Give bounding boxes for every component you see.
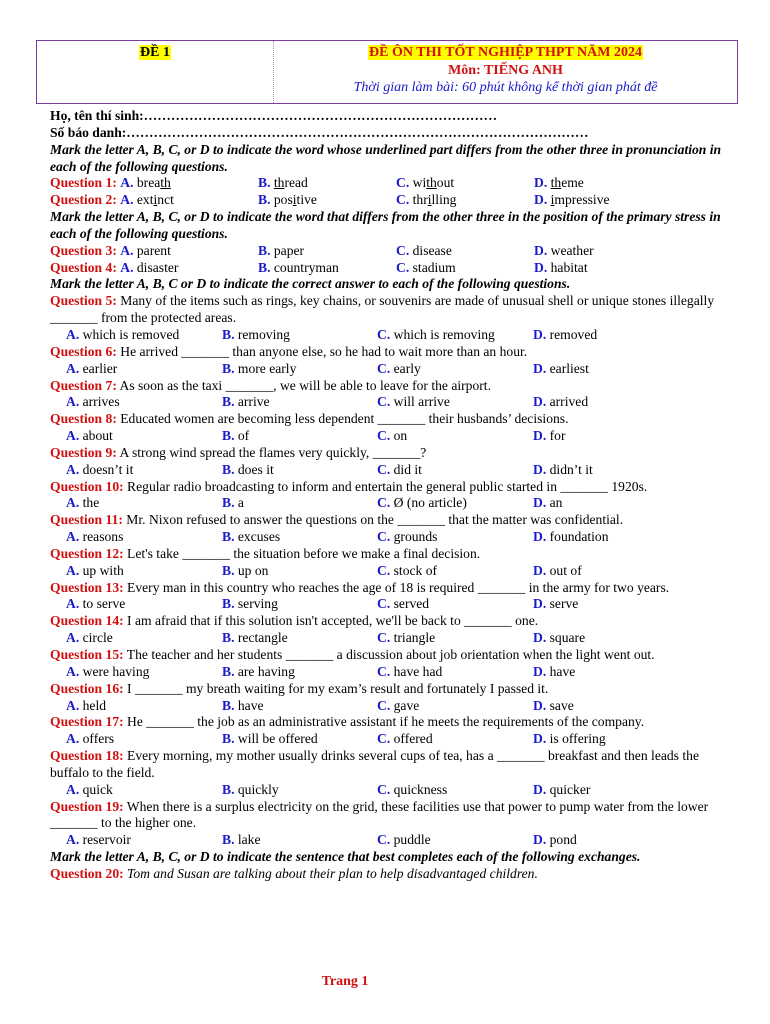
option-text: puddle	[393, 832, 431, 848]
question-text: Many of the items such as rings, key chains, or souvenirs are made of unusual shell or unique	[120, 293, 629, 309]
option-letter: A.	[66, 697, 80, 713]
option-text: quick	[82, 781, 113, 797]
question-stem	[50, 445, 730, 462]
question-3: Question 3: A. parent B. paper C. disease D. weather	[50, 242, 594, 258]
question-label: Question 10:	[50, 478, 124, 494]
question-label: Question 12:	[50, 545, 124, 561]
option-letter: D.	[533, 832, 547, 848]
option-text: arrived	[549, 394, 589, 410]
option-letter: B.	[222, 731, 235, 747]
question-1: Question 1: A. breath B. thread C. without D. theme	[50, 175, 584, 191]
exam-header	[36, 40, 738, 104]
page-number: Trang 1	[321, 974, 369, 989]
option-letter: B.	[222, 596, 235, 612]
option-letter: A.	[66, 394, 80, 410]
question-stem	[50, 479, 730, 496]
option-d	[533, 327, 597, 344]
option-letter: B.	[222, 562, 235, 578]
answer-options	[50, 630, 730, 647]
option-text: more early	[237, 360, 297, 376]
answer-options	[50, 394, 730, 411]
option-b	[222, 394, 377, 411]
student-id-line: Số báo danh:…………………………………………………………………………………………	[50, 124, 589, 140]
option-text: does it	[237, 461, 274, 477]
question-text-continued: stones illegally _______ from the protected areas.	[50, 293, 715, 326]
option-b	[222, 563, 377, 580]
option-c	[377, 664, 533, 681]
question-stem	[50, 580, 730, 597]
option-a	[66, 495, 222, 512]
question-item	[50, 344, 730, 378]
option-c	[377, 596, 533, 613]
option-letter: D.	[533, 731, 547, 747]
option-text: gave	[393, 697, 420, 713]
option-d	[533, 596, 578, 613]
option-d	[533, 563, 582, 580]
answer-options	[50, 698, 730, 715]
option-d	[533, 664, 575, 681]
option-b	[222, 630, 377, 647]
option-text: excuses	[237, 529, 281, 545]
option-d	[533, 630, 585, 647]
question-text: Tom and Susan are talking about their plan to help disadvantaged children.	[127, 865, 538, 881]
option-letter: A.	[66, 428, 80, 444]
option-c	[377, 782, 533, 799]
answer-options	[50, 327, 730, 344]
option-letter: C.	[377, 461, 391, 477]
option-text: lake	[237, 832, 261, 848]
option-letter: C.	[377, 697, 391, 713]
question-stem	[50, 681, 730, 698]
option-letter: B.	[222, 326, 235, 342]
option-c	[377, 832, 533, 849]
option-text: circle	[82, 630, 113, 646]
question-4: Question 4: A. disaster B. countryman C. stadium D. habitat	[50, 259, 588, 275]
option-letter: D.	[533, 529, 547, 545]
option-a	[66, 664, 222, 681]
question-label: Question 13:	[50, 579, 124, 595]
option-letter: A.	[66, 731, 80, 747]
option-b	[222, 529, 377, 546]
option-text: held	[82, 697, 107, 713]
option-c	[377, 529, 533, 546]
option-text: square	[549, 630, 586, 646]
option-d	[533, 731, 606, 748]
option-letter: C.	[377, 495, 391, 511]
option-text: reservoir	[82, 832, 131, 848]
question-stem	[50, 714, 730, 731]
question-stem	[50, 293, 730, 327]
option-letter: D.	[533, 630, 547, 646]
question-text: I am afraid that if this solution isn't accepted, we'll be back to _______ one.	[127, 613, 539, 629]
question-text: Every man in this country who reaches the age of 18 is required _______ in the army for two	[127, 579, 634, 595]
option-text: removed	[549, 326, 598, 342]
question-item	[50, 580, 730, 614]
option-c	[377, 630, 533, 647]
question-label: Question 5:	[50, 293, 117, 309]
answer-options	[50, 731, 730, 748]
option-text: were having	[82, 663, 150, 679]
option-c	[377, 462, 533, 479]
option-b	[222, 698, 377, 715]
question-item	[50, 681, 730, 715]
question-stem	[50, 344, 730, 361]
option-text: quickness	[393, 781, 448, 797]
option-text: to serve	[82, 596, 126, 612]
option-letter: A.	[66, 832, 80, 848]
question-label: Question 14:	[50, 613, 124, 629]
option-text: is offering	[549, 731, 606, 747]
option-letter: D.	[533, 394, 547, 410]
question-text: When there is a surplus electricity on the grid, these facilities use that power to pump water	[126, 798, 624, 814]
option-letter: C.	[377, 326, 391, 342]
option-text: have	[237, 697, 264, 713]
option-letter: B.	[222, 394, 235, 410]
student-name-line: Họ, tên thí sinh:……………………………………………………………………	[50, 108, 498, 123]
option-text: have had	[393, 663, 443, 679]
question-text-continued: from the lower _______ to the higher one.	[50, 798, 709, 831]
option-b	[222, 495, 377, 512]
question-label: Question 7:	[50, 377, 117, 393]
option-d	[533, 529, 609, 546]
option-text: removing	[237, 326, 290, 342]
option-c	[377, 731, 533, 748]
question-item	[50, 748, 730, 799]
question-label: Question 19:	[50, 798, 124, 814]
question-text-continued: years.	[637, 579, 670, 595]
question-stem	[50, 647, 730, 664]
option-letter: C.	[377, 394, 391, 410]
question-label: Question 20:	[50, 865, 124, 881]
option-a	[66, 327, 222, 344]
question-label: Question 2:	[50, 192, 117, 208]
question-item	[50, 647, 730, 681]
option-b	[222, 731, 377, 748]
option-text: will be offered	[237, 731, 318, 747]
question-item	[50, 613, 730, 647]
question-text-continued: out.	[633, 647, 655, 662]
option-text: serve	[549, 596, 579, 612]
option-text: offers	[82, 731, 115, 747]
option-text: grounds	[393, 529, 438, 545]
option-text: for	[549, 428, 566, 444]
option-text: which is removed	[82, 326, 180, 342]
option-text: foundation	[549, 529, 609, 545]
answer-options	[50, 664, 730, 681]
question-label: Question 6:	[50, 343, 117, 359]
instruction-pronunciation: Mark the letter A, B, C, or D to indicate the word whose underlined part differs from the other three in pronunciation in each of the following questions.	[50, 141, 722, 174]
option-letter: B.	[222, 495, 235, 511]
instruction-exchange: Mark the letter A, B, C, or D to indicate the sentence that best completes each of the following exchanges.	[50, 849, 641, 865]
option-d	[533, 495, 562, 512]
option-letter: D.	[533, 781, 547, 797]
option-text: are having	[237, 663, 295, 679]
question-text-continued: then leads the buffalo to the field.	[50, 748, 699, 780]
option-a	[66, 529, 222, 546]
option-d	[533, 698, 574, 715]
option-text: save	[549, 697, 574, 713]
instruction-grammar: Mark the letter A, B, C or D to indicate the correct answer to each of the following questions.	[50, 276, 571, 292]
question-stem	[50, 512, 730, 529]
question-text: Educated women are becoming less dependent _______ their husbands’ decisions.	[120, 411, 569, 427]
option-a	[66, 630, 222, 647]
option-text: didn’t it	[549, 461, 593, 477]
question-item	[50, 714, 730, 748]
option-d	[533, 832, 577, 849]
option-text: pond	[549, 832, 577, 848]
option-text: early	[393, 360, 421, 376]
question-label: Question 11:	[50, 512, 123, 528]
option-a	[66, 462, 222, 479]
question-stem	[50, 411, 730, 428]
option-text: on	[393, 428, 408, 444]
option-d	[533, 462, 593, 479]
exam-subject: Môn: TIẾNG ANH	[448, 63, 563, 78]
option-letter: D.	[533, 596, 547, 612]
exam-title-cell	[274, 41, 737, 103]
option-text: will arrive	[393, 394, 450, 410]
option-letter: C.	[377, 360, 391, 376]
option-letter: C.	[377, 663, 391, 679]
answer-options	[50, 563, 730, 580]
answer-options	[50, 462, 730, 479]
option-text: earliest	[549, 360, 589, 376]
option-text: Ø (no article)	[393, 495, 467, 511]
option-letter: D.	[533, 562, 547, 578]
question-label: Question 4:	[50, 259, 117, 275]
option-letter: A.	[66, 630, 80, 646]
option-b	[222, 327, 377, 344]
option-letter: D.	[533, 697, 547, 713]
question-stem	[50, 748, 730, 782]
option-b	[222, 596, 377, 613]
option-d	[533, 428, 565, 445]
option-text: up with	[82, 562, 124, 578]
option-a	[66, 596, 222, 613]
option-letter: A.	[66, 663, 80, 679]
question-text: As soon as the taxi _______, we will be able to leave for the airport.	[119, 377, 491, 393]
question-item	[50, 479, 730, 513]
question-label: Question 15:	[50, 647, 124, 662]
answer-options	[50, 596, 730, 613]
option-text: have	[549, 663, 576, 679]
option-a	[66, 563, 222, 580]
option-text: triangle	[393, 630, 436, 646]
question-label: Question 8:	[50, 411, 117, 427]
exam-time: Thời gian làm bài: 60 phút không kể thời gian phát đề	[353, 80, 658, 95]
option-b	[222, 428, 377, 445]
option-text: which is removing	[393, 326, 495, 342]
option-letter: D.	[533, 461, 547, 477]
question-list	[50, 293, 730, 849]
option-letter: A.	[66, 495, 80, 511]
option-letter: C.	[377, 781, 391, 797]
question-item	[50, 411, 730, 445]
option-a	[66, 698, 222, 715]
option-letter: B.	[222, 663, 235, 679]
option-letter: D.	[533, 495, 547, 511]
option-text: doesn’t it	[82, 461, 134, 477]
option-letter: B.	[222, 781, 235, 797]
option-letter: C.	[377, 832, 391, 848]
option-text: quickly	[237, 781, 279, 797]
question-stem	[50, 378, 730, 395]
question-label: Question 18:	[50, 748, 124, 764]
option-b	[222, 361, 377, 378]
exam-code-cell	[37, 41, 274, 103]
exam-code: ĐỀ 1	[140, 45, 170, 60]
option-b	[222, 782, 377, 799]
option-text: serving	[237, 596, 278, 612]
option-d	[533, 361, 589, 378]
option-text: earlier	[82, 360, 118, 376]
option-letter: B.	[222, 360, 235, 376]
question-item	[50, 799, 730, 850]
question-item	[50, 546, 730, 580]
question-text: He _______ the job as an administrative assistant if he meets the requirements of the	[127, 714, 589, 730]
option-letter: A.	[66, 461, 80, 477]
option-text: a	[237, 495, 244, 511]
option-letter: C.	[377, 596, 391, 612]
question-text: A strong wind spread the flames very quickly, _______?	[119, 444, 427, 460]
option-text: rectangle	[237, 630, 288, 646]
option-letter: B.	[222, 529, 235, 545]
option-text: of	[237, 428, 250, 444]
question-item	[50, 293, 730, 344]
exam-body	[50, 108, 730, 883]
question-text: Every morning, my mother usually drinks several cups of tea, has a _______ breakfast and	[127, 748, 621, 764]
option-text: the	[82, 495, 100, 511]
question-item	[50, 512, 730, 546]
option-letter: B.	[222, 428, 235, 444]
option-letter: B.	[222, 832, 235, 848]
option-a	[66, 394, 222, 411]
option-text: arrives	[82, 394, 120, 410]
option-letter: C.	[377, 731, 391, 747]
option-text: about	[82, 428, 113, 444]
option-text: arrive	[237, 394, 270, 410]
option-a	[66, 428, 222, 445]
option-b	[222, 462, 377, 479]
option-text: out of	[549, 562, 582, 578]
question-text: I _______ my breath waiting for my exam’s result and fortunately I passed it.	[127, 680, 549, 696]
option-letter: C.	[377, 529, 391, 545]
question-text: Let's take _______ the situation before we make a final decision.	[127, 545, 481, 561]
question-label: Question 9:	[50, 444, 117, 460]
option-a	[66, 832, 222, 849]
option-c	[377, 428, 533, 445]
option-c	[377, 563, 533, 580]
option-text: stock of	[393, 562, 438, 578]
option-a	[66, 782, 222, 799]
option-letter: B.	[222, 461, 235, 477]
option-letter: D.	[533, 326, 547, 342]
question-text: The teacher and her students _______ a discussion about job orientation when the light went	[126, 647, 631, 662]
option-c	[377, 698, 533, 715]
option-letter: A.	[66, 360, 80, 376]
option-a	[66, 731, 222, 748]
option-letter: A.	[66, 326, 80, 342]
option-letter: A.	[66, 562, 80, 578]
question-text: He arrived _______ than anyone else, so he had to wait more than an hour.	[120, 343, 528, 359]
question-stem	[50, 799, 730, 833]
option-letter: B.	[222, 630, 235, 646]
question-text: Regular radio broadcasting to inform and entertain the general public started in _______	[127, 478, 608, 494]
option-text: did it	[393, 461, 422, 477]
option-letter: B.	[222, 697, 235, 713]
answer-options	[50, 782, 730, 799]
answer-options	[50, 529, 730, 546]
option-letter: D.	[533, 428, 547, 444]
answer-options	[50, 428, 730, 445]
option-c	[377, 327, 533, 344]
option-letter: D.	[533, 360, 547, 376]
option-c	[377, 361, 533, 378]
option-c	[377, 495, 533, 512]
option-text: quicker	[549, 781, 591, 797]
question-label: Question 17:	[50, 714, 124, 730]
option-letter: C.	[377, 630, 391, 646]
option-text: an	[549, 495, 563, 511]
question-item	[50, 378, 730, 412]
option-text: served	[393, 596, 430, 612]
option-letter: C.	[377, 428, 391, 444]
option-letter: A.	[66, 781, 80, 797]
question-stem	[50, 613, 730, 630]
exam-title: ĐỀ ÔN THI TỐT NGHIỆP THPT NĂM 2024	[369, 45, 642, 60]
option-b	[222, 832, 377, 849]
question-label: Question 16:	[50, 680, 124, 696]
option-letter: A.	[66, 596, 80, 612]
option-text: reasons	[82, 529, 124, 545]
option-d	[533, 394, 588, 411]
question-text-continued: 1920s.	[611, 478, 648, 494]
question-text-continued: company.	[591, 714, 645, 730]
question-label: Question 3:	[50, 242, 117, 258]
question-stem	[50, 546, 730, 563]
option-b	[222, 664, 377, 681]
option-letter: A.	[66, 529, 80, 545]
option-letter: C.	[377, 562, 391, 578]
option-a	[66, 361, 222, 378]
option-text: offered	[393, 731, 433, 747]
question-label: Question 1:	[50, 175, 117, 191]
answer-options	[50, 832, 730, 849]
answer-options	[50, 361, 730, 378]
question-2: Question 2: A. extinct B. positive C. thrilling D. impressive	[50, 192, 610, 208]
question-20	[50, 866, 730, 883]
option-letter: D.	[533, 663, 547, 679]
option-text: up on	[237, 562, 269, 578]
option-d	[533, 782, 590, 799]
question-item	[50, 445, 730, 479]
option-c	[377, 394, 533, 411]
answer-options	[50, 495, 730, 512]
instruction-stress: Mark the letter A, B, C, or D to indicate the word that differs from the other three in the position of the primary stress in each of the following questions.	[50, 209, 721, 241]
question-text: Mr. Nixon refused to answer the questions on the _______ that the matter was confidential.	[126, 512, 624, 528]
